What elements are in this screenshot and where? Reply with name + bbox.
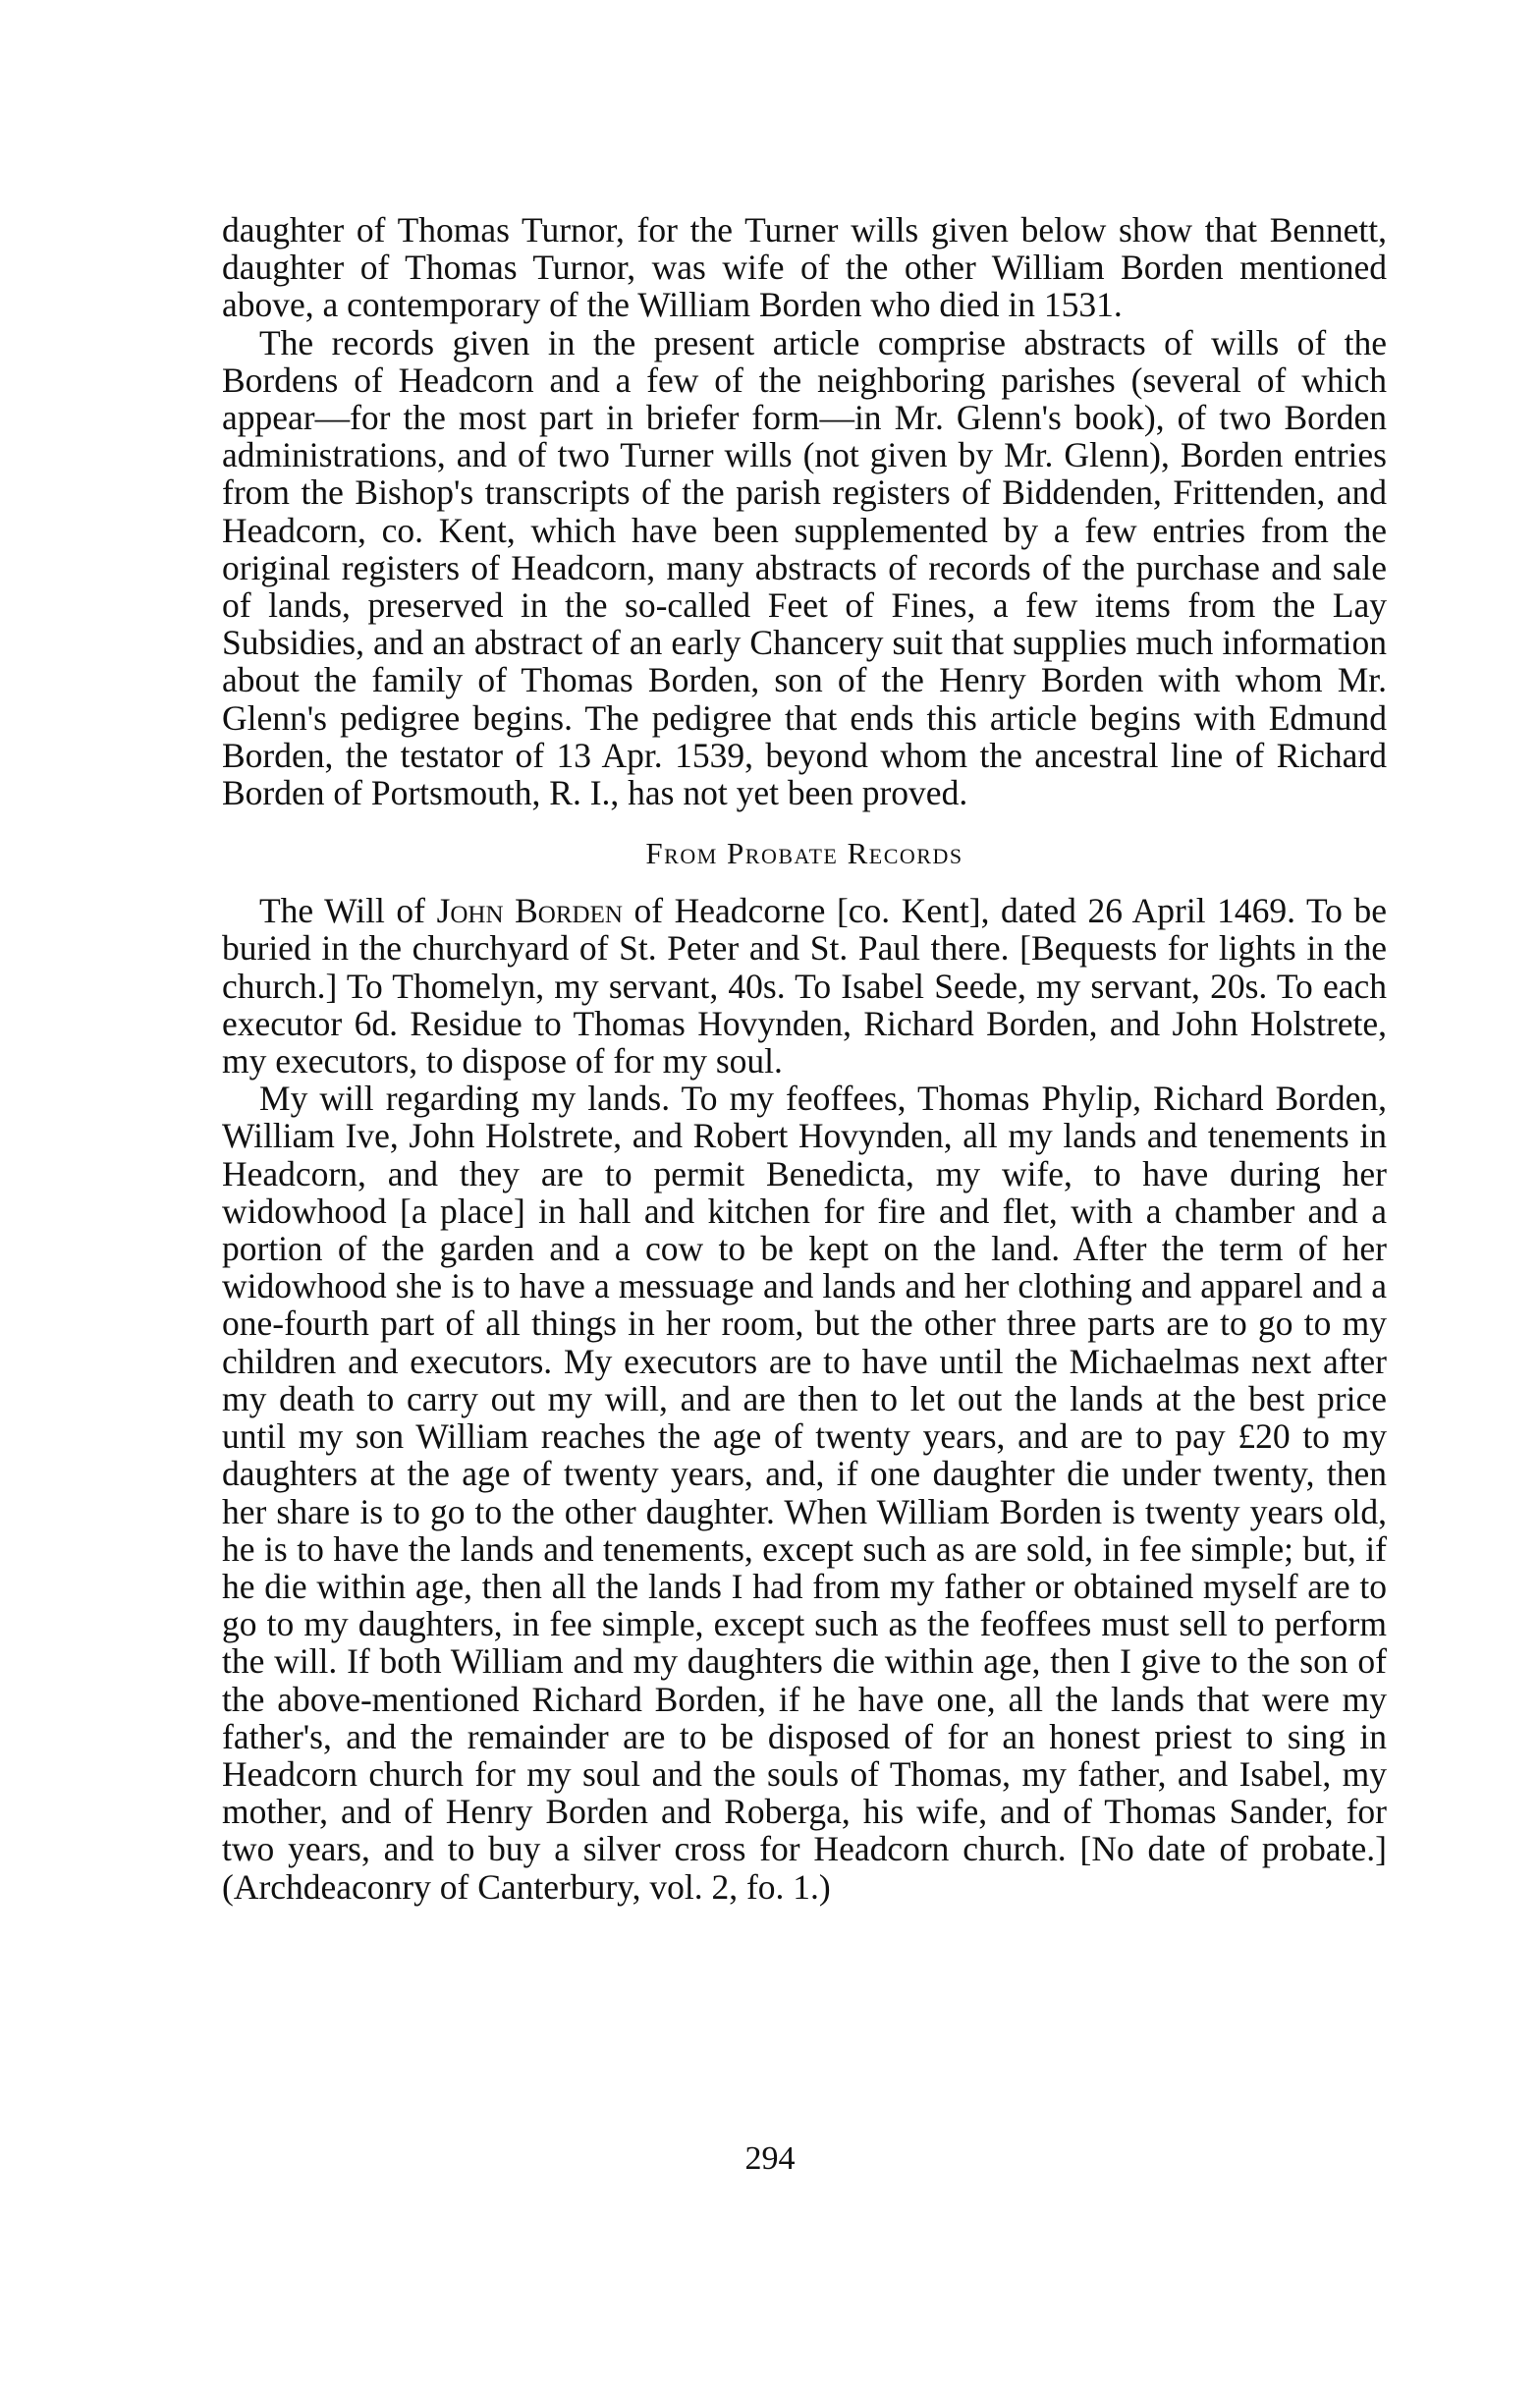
will-intro-prefix: The Will of: [259, 891, 437, 931]
paragraph-will-intro: [222, 892, 1387, 1080]
will-intro-body: of Headcorne [co. Kent], dated 26 April 1469. To be buried in the churchyard of St. Peter and St. Paul there. [Bequests for lights in the church.] To Thomelyn, my servant, 40s. To Isabel Seede, my servant, 20s. To each executor 6d. Residue to Thomas Hovynden, Richard Borden, and John Holstrete, my executors, to dispose of for my soul.: [222, 891, 1388, 1082]
text-column: [222, 211, 1387, 1906]
paragraph-will-lands: My will regarding my lands. To my feoffees, Thomas Phylip, Richard Borden, William Ive, John Holstrete, and Robert Hovynden, all my lands and tenements in Headcorn, and they are to permit Benedicta, my wife, to have during her widowhood [a place] in hall and kitchen for fire and flet, with a chamber and a portion of the garden and a cow to be kept on the land. After the term of her widowhood she is to have a messuage and lands and her clothing and apparel and a one-fourth part of all things in her room, but the other three parts are to go to my children and executors. My executors are to have until the Michaelmas next after my death to carry out my will, and are then to let out the lands at the best price until my son William reaches the age of twenty years, and are to pay £20 to my daughters at the age of twenty years, and, if one daughter die under twenty, then her share is to go to the other daughter. When William Borden is twenty years old, he is to have the lands and tenements, except such as are sold, in fee simple; but, if he die within age, then all the lands I had from my father or obtained myself are to go to my daughters, in fee simple, except such as the feoffees must sell to perform the will. If both William and my daughters die within age, then I give to the son of the above-mentioned Richard Borden, if he have one, all the lands that were my father's, and the remainder are to be disposed of for an honest priest to sing in Headcorn church for my soul and the souls of Thomas, my father, and Isabel, my mother, and of Henry Borden and Roberga, his wife, and of Thomas Sander, for two years, and to buy a silver cross for Headcorn church. [No date of probate.] (Archdeaconry of Canterbury, vol. 2, fo. 1.): [222, 1079, 1387, 1907]
paragraph-records-description: The records given in the present article comprise abstracts of wills of the Bordens of Headcorn and a few of the neighboring parishes (several of which appear—for the most part in briefer form—in Mr. Glenn's book), of two Borden administrations, and of two Turner wills (not given by Mr. Glenn), Borden entries from the Bishop's transcripts of the parish registers of Biddenden, Frittenden, and Headcorn, co. Kent, which have been supplemented by a few entries from the original registers of Headcorn, many abstracts of records of the purchase and sale of lands, preserved in the so-called Feet of Fines, a few items from the Lay Subsidies, and an abstract of an early Chancery suit that supplies much information about the family of Thomas Borden, son of the Henry Borden with whom Mr. Glenn's pedigree begins. The pedigree that ends this article begins with Edmund Borden, the testator of 13 Apr. 1539, beyond whom the ancestral line of Richard Borden of Portsmouth, R. I., has not yet been proved.: [222, 322, 1387, 813]
testator-name: John Borden: [436, 891, 623, 931]
paragraph-continuation: daughter of Thomas Turnor, for the Turner wills given below show that Bennett, daughter of Thomas Turnor, was wife of the other William Borden mentioned above, a contemporary of the William Borden who died in 1531.: [222, 210, 1387, 325]
page-number: 294: [744, 2140, 796, 2177]
section-heading: From Probate Records: [645, 836, 963, 871]
